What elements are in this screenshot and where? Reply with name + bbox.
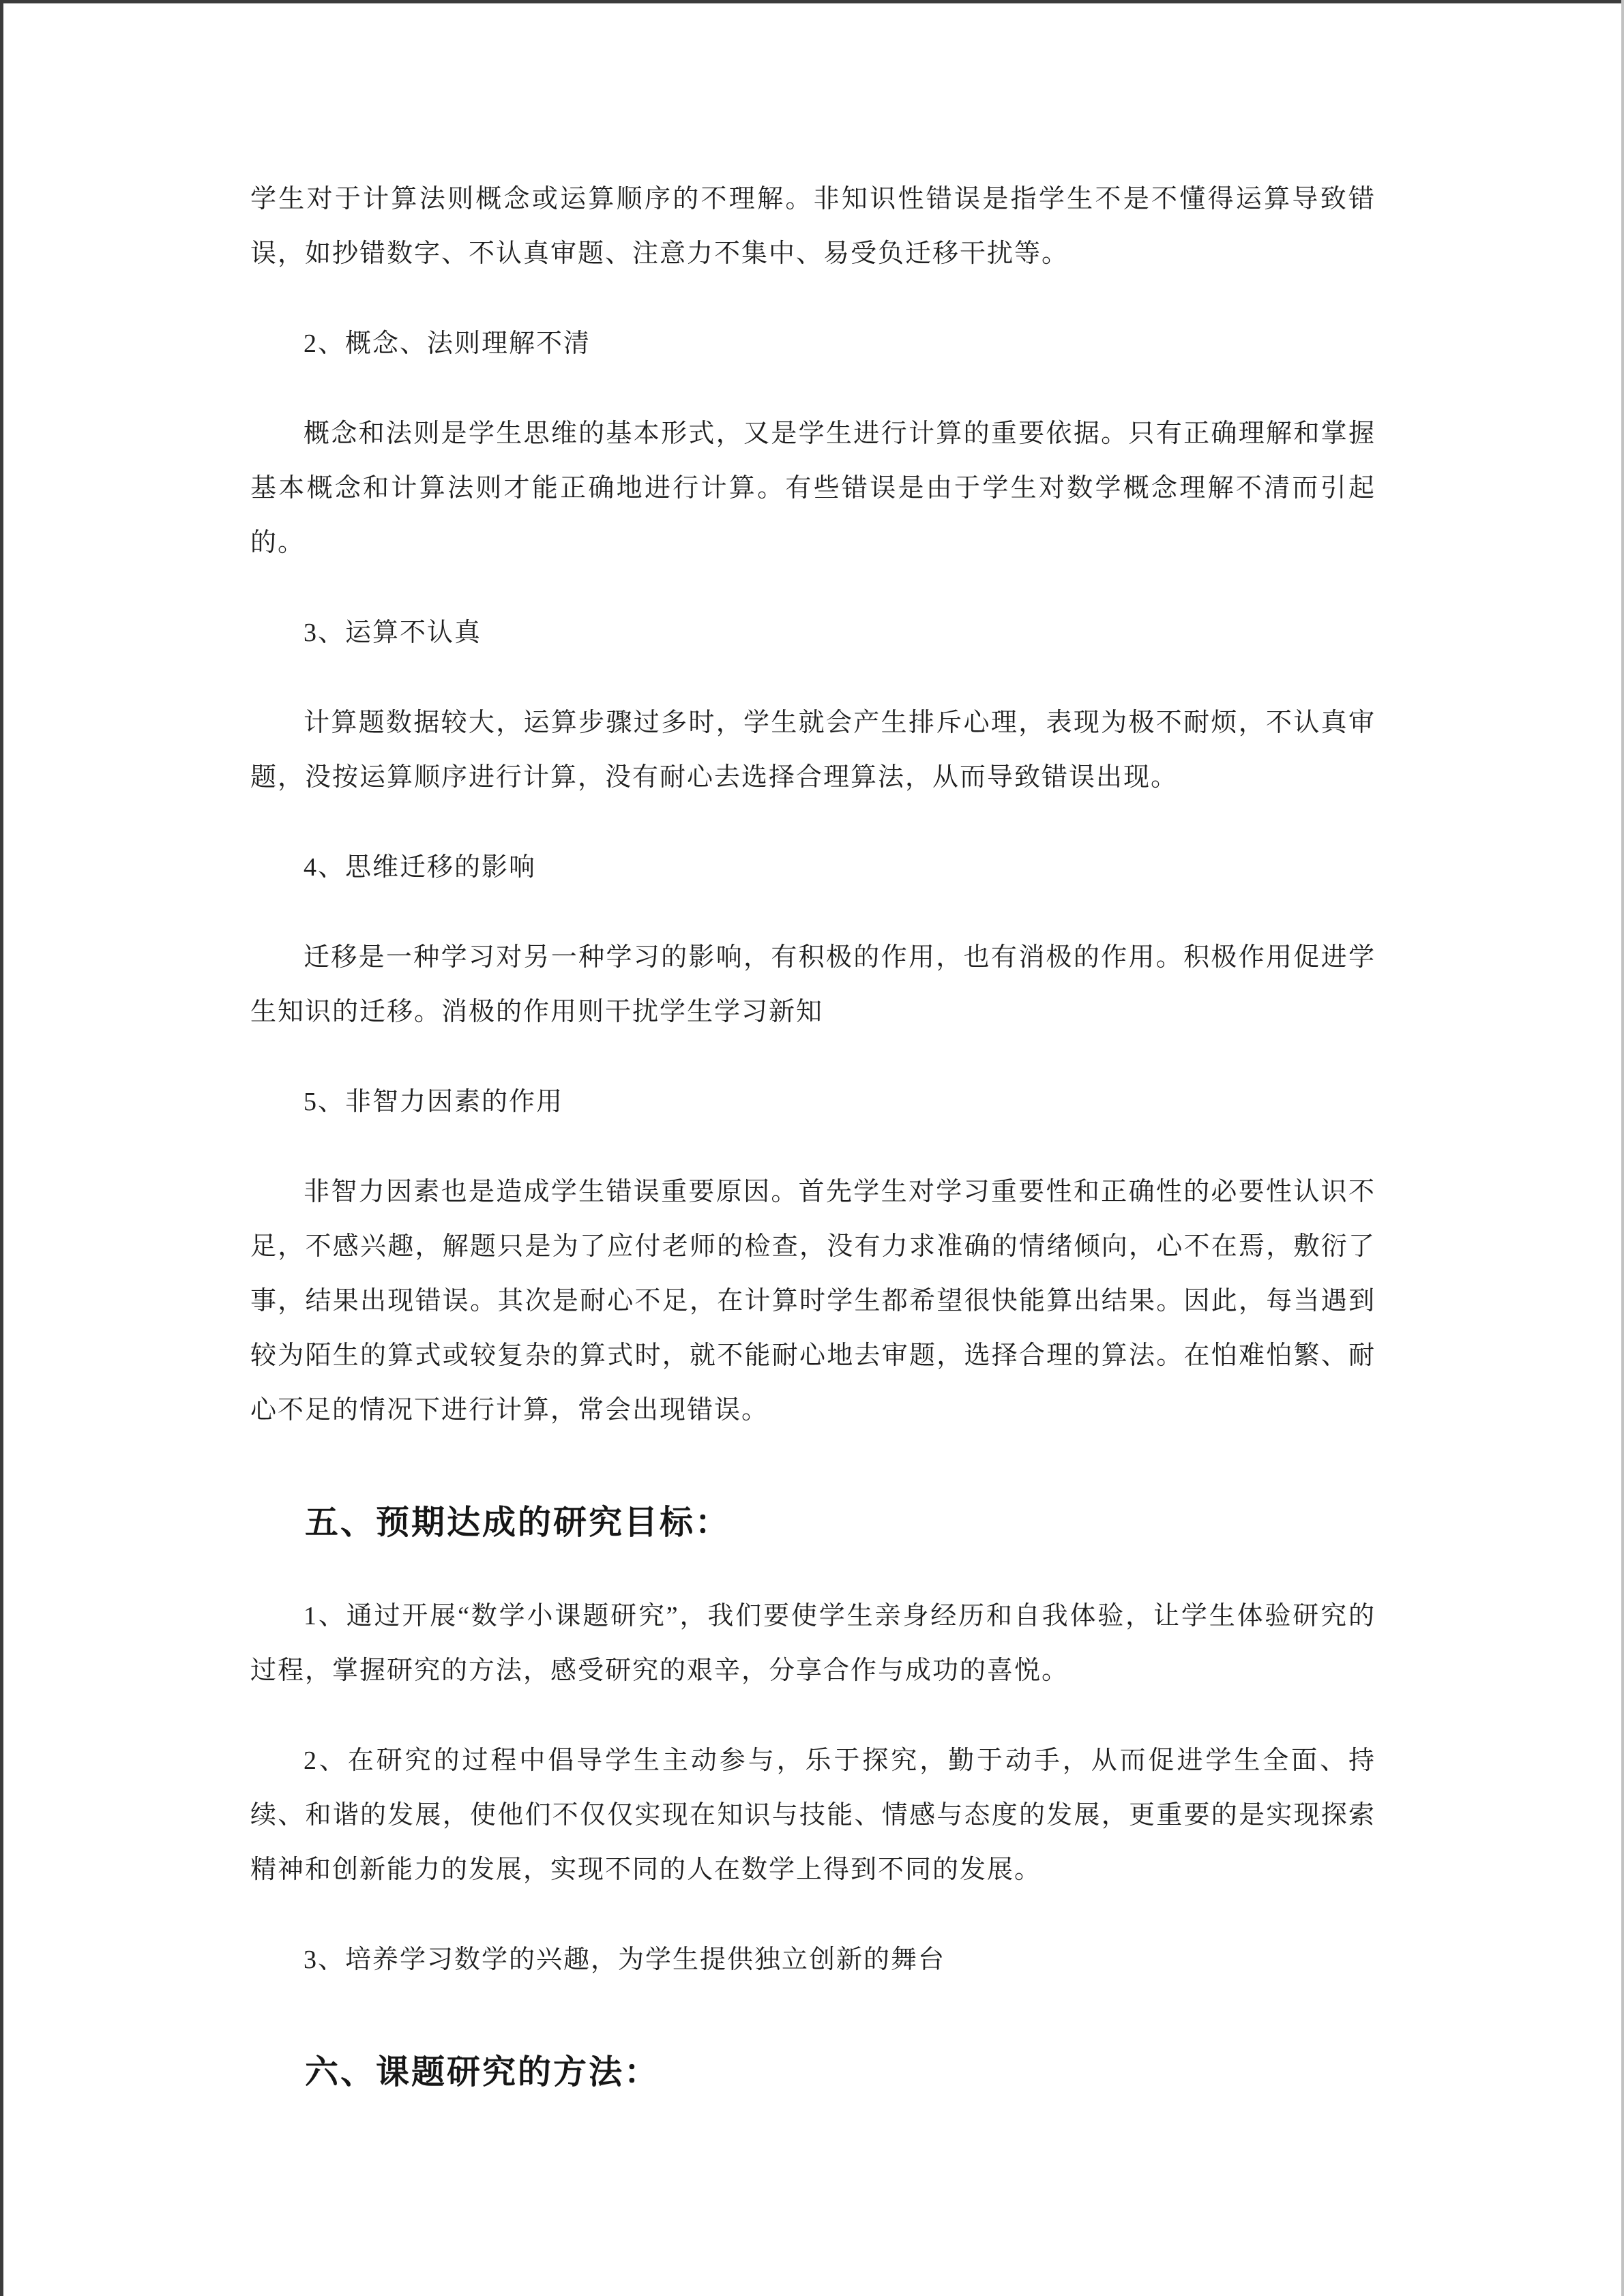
paragraph: 2、在研究的过程中倡导学生主动参与，乐于探究，勤于动手，从而促进学生全面、持续、和谐的发展，使他们不仅仅实现在知识与技能、情感与态度的发展，更重要的是实现探索精神和创新能力的发展，实现不同的人在数学上得到不同的发展。	[250, 1746, 1376, 1884]
page-edge-top	[0, 0, 1624, 3]
sub-point-5: 5、非智力因素的作用	[304, 1088, 564, 1116]
paragraph: 计算题数据较大，运算步骤过多时，学生就会产生排斥心理，表现为极不耐烦，不认真审题，没按运算顺序进行计算，没有耐心去选择合理算法，从而导致错误出现。	[250, 709, 1376, 792]
sub-point-3: 3、运算不认真	[304, 618, 482, 647]
document-content	[250, 172, 1376, 2138]
paragraph: 1、通过开展“数学小课题研究”，我们要使学生亲身经历和自我体验，让学生体验研究的过程，掌握研究的方法，感受研究的艰辛，分享合作与成功的喜悦。	[250, 1602, 1376, 1685]
paragraph: 3、培养学习数学的兴趣，为学生提供独立创新的舞台	[304, 1945, 946, 1974]
paragraph: 非智力因素也是造成学生错误重要原因。首先学生对学习重要性和正确性的必要性认识不足，不感兴趣，解题只是为了应付老师的检查，没有力求准确的情绪倾向，心不在焉，敷衍了事，结果出现错误。其次是耐心不足，在计算时学生都希望很快能算出结果。因此，每当遇到较为陌生的算式或较复杂的算式时，就不能耐心地去审题，选择合理的算法。在怕难怕繁、耐心不足的情况下进行计算，常会出现错误。	[250, 1178, 1376, 1425]
section-heading-5: 五、预期达成的研究目标：	[305, 1504, 731, 1541]
section-heading-6: 六、课题研究的方法：	[305, 2053, 660, 2091]
paragraph-continuation: 学生对于计算法则概念或运算顺序的不理解。非知识性错误是指学生不是不懂得运算导致错误，如抄错数字、不认真审题、注意力不集中、易受负迁移干扰等。	[250, 185, 1376, 268]
sub-point-2: 2、概念、法则理解不清	[304, 329, 591, 358]
page-edge-right	[1621, 0, 1624, 2296]
sub-point-4: 4、思维迁移的影响	[304, 853, 537, 882]
paragraph: 迁移是一种学习对另一种学习的影响，有积极的作用，也有消极的作用。积极作用促进学生知识的迁移。消极的作用则干扰学生学习新知	[250, 943, 1376, 1026]
page-edge-left	[0, 0, 3, 2296]
paragraph: 概念和法则是学生思维的基本形式，又是学生进行计算的重要依据。只有正确理解和掌握基本概念和计算法则才能正确地进行计算。有些错误是由于学生对数学概念理解不清而引起的。	[250, 419, 1376, 557]
